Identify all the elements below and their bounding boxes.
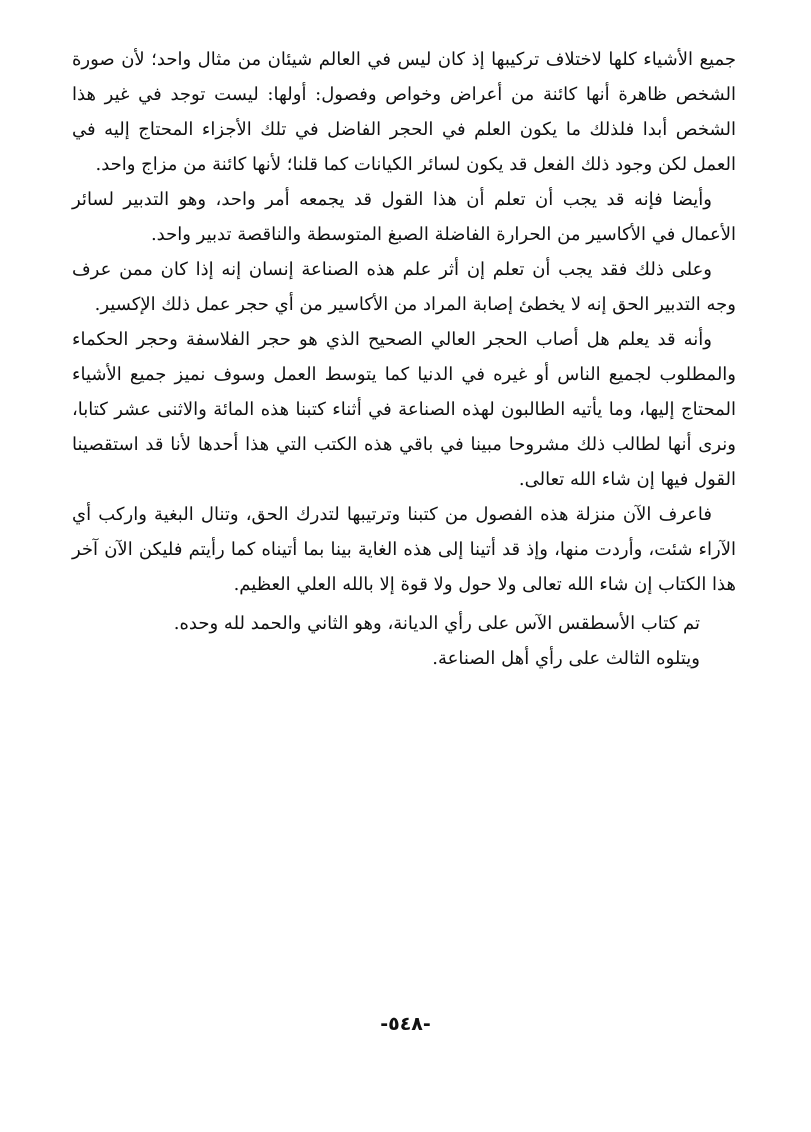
paragraph: فاعرف الآن منزلة هذه الفصول من كتبنا وترتيبها لتدرك الحق، وتنال البغية واركب أي الآراء شئت، وأردت منها، وإذ قد أتينا إلى هذه الغاية بينا بما أتيناه كما رأيتم فليكن الآن آخر هذا الكتاب إن شاء الله تعالى ولا حول ولا قوة إلا بالله العلي العظيم.	[72, 504, 736, 595]
closing-line: تم كتاب الأسطقس الآس على رأي الديانة، وهو الثاني والحمد لله وحده.	[173, 613, 700, 634]
page-number: -٥٤٨-	[380, 1013, 431, 1035]
paragraph: وأيضا فإنه قد يجب أن تعلم أن هذا القول قد يجمعه أمر واحد، وهو التدبير لسائر الأعمال في الأكاسير من الحرارة الفاضلة الصبغ المتوسطة والناقصة تدبير واحد.	[72, 189, 736, 245]
paragraph: جميع الأشياء كلها لاختلاف تركيبها إذ كان ليس في العالم شيئان من مثال واحد؛ لأن صورة الشخص ظاهرة أنها كائنة من أعراض وخواص وفصول: أولها: ليست توجد في غير هذا الشخص أبدا فلذلك ما يكون العلم في الحجر الفاضل في تلك الأجزاء المحتاج إليه في العمل لكن وجود ذلك الفعل قد يكون لسائر الكيانات كما قلنا؛ لأنها كائنة من مزاج واحد.	[72, 49, 736, 175]
paragraph: وعلى ذلك فقد يجب أن تعلم إن أثر علم هذه الصناعة إنسان إنه إذا كان ممن عرف وجه التدبير الحق إنه لا يخطئ إصابة المراد من الأكاسير من أي حجر عمل ذلك الإكسير.	[72, 259, 736, 315]
body-text	[72, 42, 736, 676]
closing-line: ويتلوه الثالث على رأي أهل الصناعة.	[432, 648, 700, 669]
paragraph: وأنه قد يعلم هل أصاب الحجر العالي الصحيح الذي هو حجر الفلاسفة وحجر الحكماء والمطلوب لجميع الناس أو غيره في الدنيا كما يتوسط العمل وسوف نميز جميع الأشياء المحتاج إليها، وما يأتيه الطالبون لهذه الصناعة في أثناء كتبنا هذه المائة والاثنى عشر كتابا، ونرى أنها لطالب ذلك مشروحا مبينا في باقي هذه الكتب التي هذا أحدها لأنا قد استقصينا القول فيها إن شاء الله تعالى.	[72, 329, 736, 490]
